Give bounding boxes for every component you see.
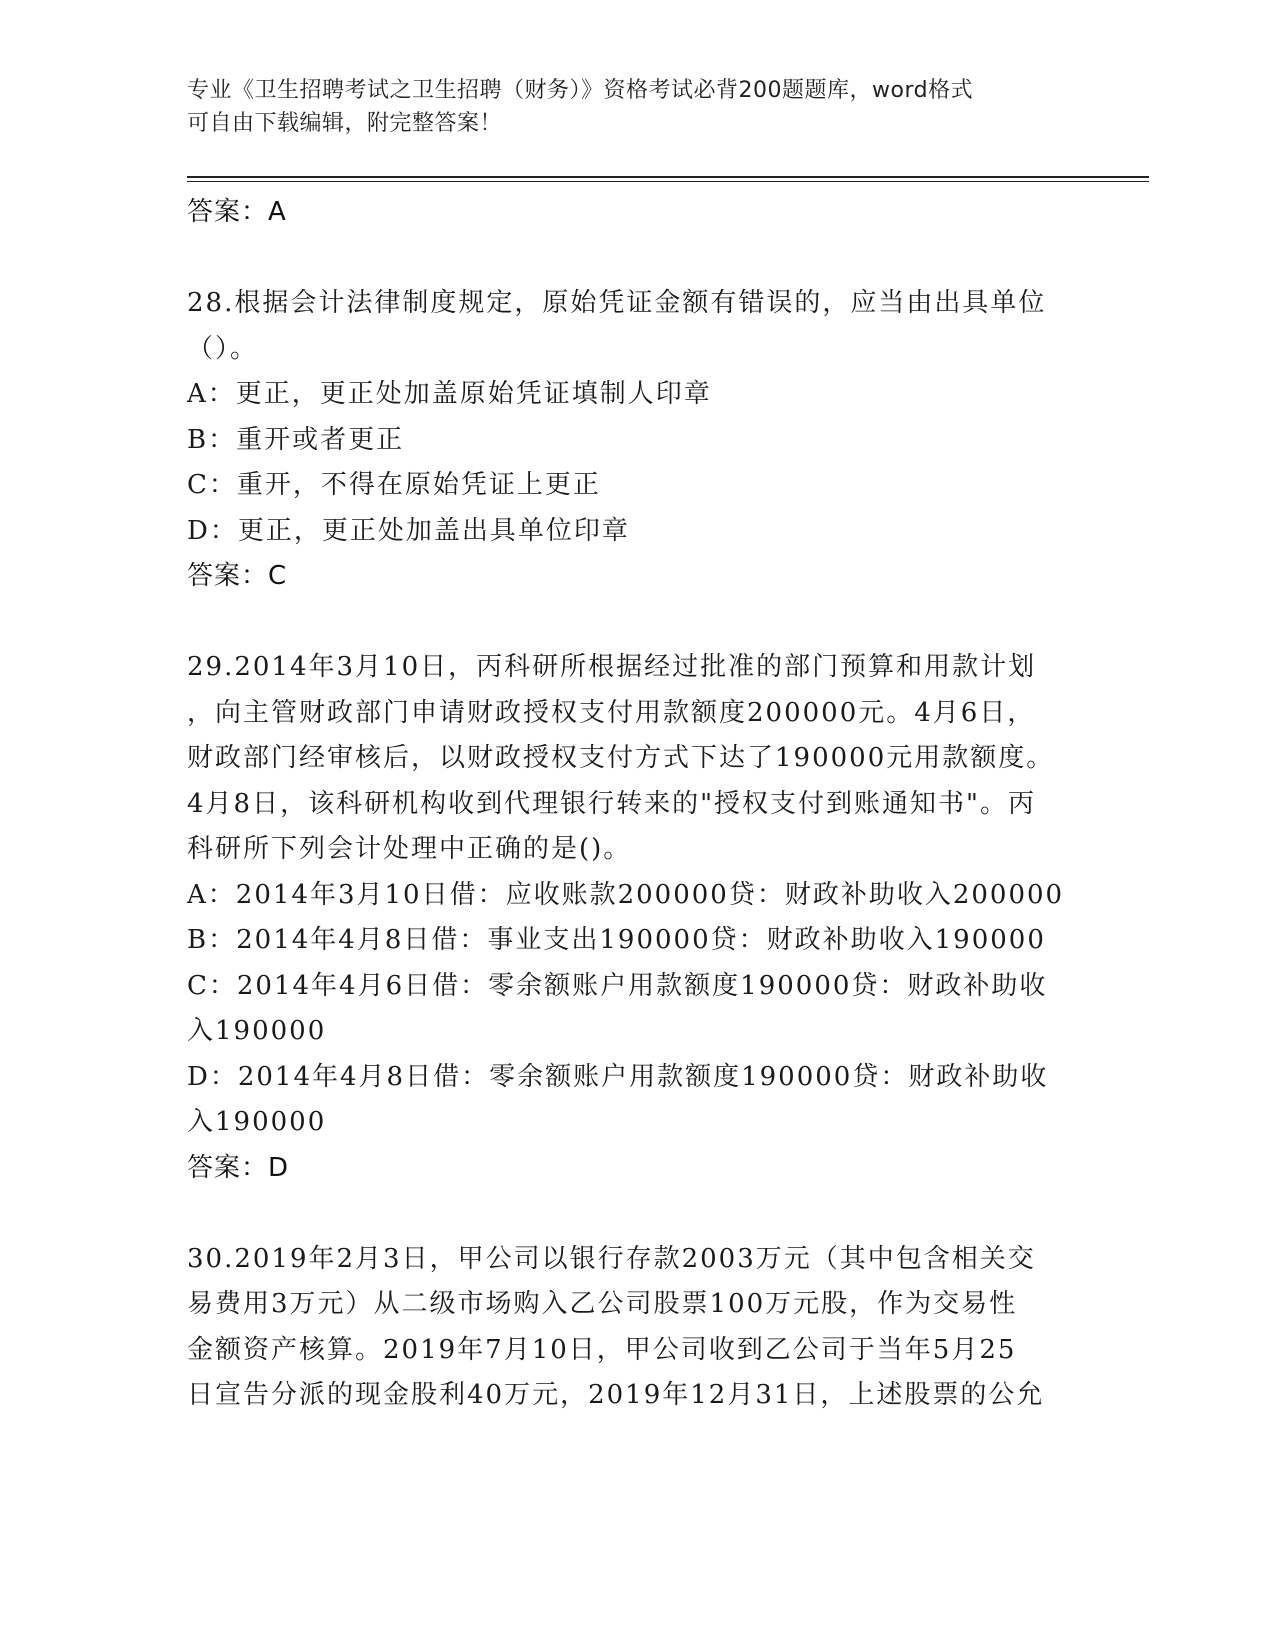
option-b: B：重开或者更正 [187, 424, 405, 455]
answer-29: 答案：D [187, 1152, 290, 1183]
question-content [187, 190, 1087, 1419]
spacer [187, 600, 1087, 646]
option-d: D：更正，更正处加盖出具单位印章 [187, 515, 630, 546]
header-line-2: 可自由下载编辑，附完整答案！ [187, 111, 503, 136]
question-text-line: 4月8日，该科研机构收到代理银行转来的"授权支付到账通知书"。丙 [187, 788, 1037, 819]
option-b: B：2014年4月8日借：事业支出190000贷：财政补助收入190000 [187, 925, 1046, 955]
answer-28: 答案：C [187, 561, 288, 591]
question-text-line: 30.2019年2月3日，甲公司以银行存款2003万元（其中包含相关交 [187, 1243, 1036, 1274]
question-text-line: 财政部门经审核后，以财政授权支付方式下达了190000元用款额度。 [187, 743, 1055, 773]
option-d-continued: 入190000 [187, 1107, 327, 1137]
option-c: C：2014年4月6日借：零余额账户用款额度190000贷：财政补助收 [187, 970, 1048, 1001]
question-text-line: ，向主管财政部门申请财政授权支付用款额度200000元。4月6日， [187, 697, 1036, 728]
page-header [187, 74, 1067, 140]
spacer [187, 1191, 1087, 1237]
question-text-line: 28.根据会计法律制度规定，原始凭证金额有错误的，应当由出具单位 [187, 288, 1047, 318]
question-text-line: 易费用3万元）从二级市场购入乙公司股票100万元股，作为交易性 [187, 1289, 1018, 1319]
option-c-continued: 入190000 [187, 1016, 327, 1046]
option-d: D：2014年4月8日借：零余额账户用款额度190000贷：财政补助收 [187, 1061, 1049, 1092]
question-text-line: 科研所下列会计处理中正确的是()。 [187, 834, 632, 864]
question-text-line: 29.2014年3月10日，丙科研所根据经过批准的部门预算和用款计划 [187, 652, 1037, 682]
question-text-line: 金额资产核算。2019年7月10日，甲公司收到乙公司于当年5月25 [187, 1334, 1017, 1365]
option-a: A：更正，更正处加盖原始凭证填制人印章 [187, 379, 712, 409]
answer-27: 答案：A [187, 197, 287, 227]
question-30 [187, 1237, 1087, 1419]
option-a: A：2014年3月10日借：应收账款200000贷：财政补助收入200000 [187, 879, 1065, 910]
spacer [187, 236, 1087, 282]
question-28 [187, 281, 1087, 600]
header-line-1: 专业《卫生招聘考试之卫生招聘（财务）》资格考试必背200题题库，word格式 [187, 78, 974, 103]
question-text-line: （）。 [187, 333, 259, 364]
option-c: C：重开，不得在原始凭证上更正 [187, 470, 601, 500]
header-rule-thin [187, 181, 1149, 182]
question-text-line: 日宣告分派的现金股利40万元，2019年12月31日，上述股票的公允 [187, 1380, 1045, 1410]
question-29 [187, 645, 1087, 1191]
header-rule-thick [187, 176, 1149, 178]
